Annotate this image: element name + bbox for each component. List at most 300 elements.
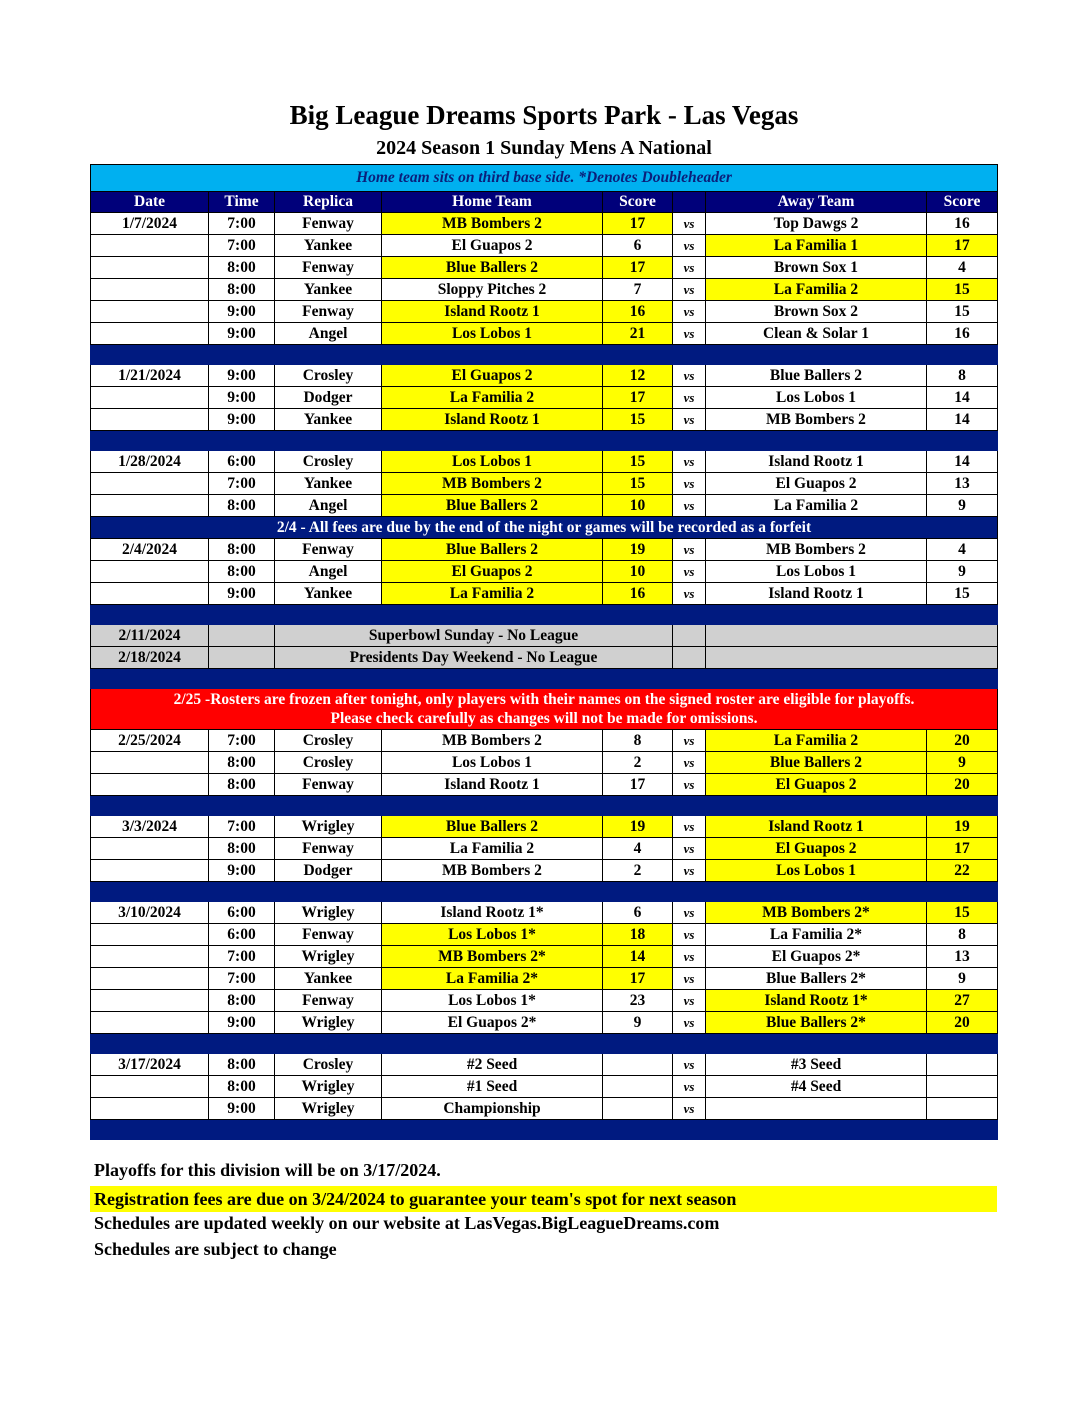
field-name: Yankee [275, 279, 382, 301]
note-row [91, 165, 998, 192]
separator-cell [673, 431, 706, 451]
away-team: #4 Seed [706, 1076, 927, 1098]
home-team: Blue Ballers 2 [382, 539, 603, 561]
separator-cell [927, 605, 998, 625]
game-row [91, 257, 998, 279]
empty-cell [673, 625, 706, 647]
away-team: Blue Ballers 2* [706, 968, 927, 990]
field-name: Yankee [275, 235, 382, 257]
game-row [91, 1054, 998, 1076]
away-score: 13 [927, 473, 998, 495]
game-date: 2/25/2024 [91, 730, 209, 752]
separator-cell [603, 1120, 673, 1140]
home-team: #1 Seed [382, 1076, 603, 1098]
home-score: 17 [603, 968, 673, 990]
away-team: Brown Sox 2 [706, 301, 927, 323]
week-separator [91, 431, 998, 451]
game-date: 3/17/2024 [91, 1054, 209, 1076]
week-separator [91, 1120, 998, 1140]
home-score: 15 [603, 451, 673, 473]
home-team: Island Rootz 1* [382, 902, 603, 924]
vs-label: vs [673, 473, 706, 495]
away-score: 20 [927, 1012, 998, 1034]
vs-label: vs [673, 257, 706, 279]
game-time: 6:00 [209, 451, 275, 473]
separator-cell [275, 1034, 382, 1054]
game-row [91, 1076, 998, 1098]
separator-cell [382, 431, 603, 451]
field-name: Fenway [275, 990, 382, 1012]
home-team: MB Bombers 2* [382, 946, 603, 968]
away-score: 14 [927, 387, 998, 409]
game-row [91, 990, 998, 1012]
field-name: Yankee [275, 968, 382, 990]
away-score [927, 1076, 998, 1098]
vs-label: vs [673, 583, 706, 605]
separator-cell [673, 345, 706, 365]
vs-label: vs [673, 1098, 706, 1120]
game-date [91, 257, 209, 279]
home-score: 17 [603, 257, 673, 279]
home-team: Sloppy Pitches 2 [382, 279, 603, 301]
home-score: 7 [603, 279, 673, 301]
game-time: 8:00 [209, 279, 275, 301]
vs-label: vs [673, 1076, 706, 1098]
away-team: #3 Seed [706, 1054, 927, 1076]
roster-freeze-line-1: 2/25 -Rosters are frozen after tonight, only players with their names on the signed roster are eligible for playoffs. [173, 691, 915, 708]
away-score: 9 [927, 561, 998, 583]
vs-label: vs [673, 774, 706, 796]
separator-cell [673, 1034, 706, 1054]
game-date [91, 968, 209, 990]
separator-cell [382, 1120, 603, 1140]
game-time: 9:00 [209, 860, 275, 882]
game-time: 9:00 [209, 1098, 275, 1120]
away-team: Brown Sox 1 [706, 257, 927, 279]
away-score: 4 [927, 257, 998, 279]
away-team: El Guapos 2* [706, 946, 927, 968]
home-team: El Guapos 2* [382, 1012, 603, 1034]
field-name: Yankee [275, 473, 382, 495]
header-replica: Replica [275, 192, 382, 213]
home-score: 17 [603, 213, 673, 235]
fees-announcement-row [91, 517, 998, 539]
home-team: La Familia 2 [382, 387, 603, 409]
game-date: 3/3/2024 [91, 816, 209, 838]
separator-cell [382, 882, 603, 902]
home-team: La Familia 2* [382, 968, 603, 990]
vs-label: vs [673, 838, 706, 860]
field-name: Fenway [275, 301, 382, 323]
field-name: Fenway [275, 924, 382, 946]
game-time: 6:00 [209, 924, 275, 946]
home-team: Los Lobos 1 [382, 752, 603, 774]
away-score: 15 [927, 279, 998, 301]
header-home-team: Home Team [382, 192, 603, 213]
home-score: 6 [603, 235, 673, 257]
vs-label: vs [673, 730, 706, 752]
home-score [603, 1054, 673, 1076]
game-row [91, 539, 998, 561]
home-score: 12 [603, 365, 673, 387]
game-row [91, 730, 998, 752]
field-name: Wrigley [275, 946, 382, 968]
home-team: La Familia 2 [382, 838, 603, 860]
separator-cell [91, 1034, 209, 1054]
separator-cell [275, 1120, 382, 1140]
away-team: Island Rootz 1 [706, 583, 927, 605]
vs-label: vs [673, 451, 706, 473]
home-score: 17 [603, 387, 673, 409]
separator-cell [706, 431, 927, 451]
separator-cell [603, 431, 673, 451]
separator-cell [209, 431, 275, 451]
vs-label: vs [673, 860, 706, 882]
game-time: 9:00 [209, 583, 275, 605]
away-score [927, 1054, 998, 1076]
field-name: Crosley [275, 1054, 382, 1076]
separator-cell [91, 796, 209, 816]
home-team: Blue Ballers 2 [382, 495, 603, 517]
separator-cell [927, 882, 998, 902]
home-score [603, 1098, 673, 1120]
game-date [91, 301, 209, 323]
no-league-row [91, 625, 998, 647]
header-date: Date [91, 192, 209, 213]
game-date [91, 279, 209, 301]
game-date: 3/10/2024 [91, 902, 209, 924]
home-score: 15 [603, 473, 673, 495]
game-time: 8:00 [209, 561, 275, 583]
away-team: Top Dawgs 2 [706, 213, 927, 235]
away-score: 20 [927, 774, 998, 796]
game-date [91, 1076, 209, 1098]
home-team: Los Lobos 1 [382, 451, 603, 473]
vs-label: vs [673, 561, 706, 583]
away-team: La Familia 1 [706, 235, 927, 257]
home-team: Island Rootz 1 [382, 774, 603, 796]
away-score: 8 [927, 924, 998, 946]
away-team: La Familia 2 [706, 495, 927, 517]
separator-cell [275, 882, 382, 902]
away-team: Los Lobos 1 [706, 860, 927, 882]
home-score: 4 [603, 838, 673, 860]
no-league-message: Superbowl Sunday - No League [275, 625, 673, 647]
home-score: 19 [603, 816, 673, 838]
game-date [91, 924, 209, 946]
separator-cell [91, 882, 209, 902]
separator-cell [706, 1120, 927, 1140]
game-row [91, 583, 998, 605]
home-team: La Familia 2 [382, 583, 603, 605]
separator-cell [382, 669, 603, 689]
field-name: Crosley [275, 451, 382, 473]
no-league-message: Presidents Day Weekend - No League [275, 647, 673, 669]
home-score [603, 1076, 673, 1098]
game-time: 7:00 [209, 968, 275, 990]
vs-label: vs [673, 365, 706, 387]
separator-cell [209, 1034, 275, 1054]
game-row [91, 279, 998, 301]
away-team: Blue Ballers 2* [706, 1012, 927, 1034]
vs-label: vs [673, 409, 706, 431]
game-date [91, 561, 209, 583]
game-time: 9:00 [209, 365, 275, 387]
game-row [91, 323, 998, 345]
game-date [91, 583, 209, 605]
away-team: La Familia 2 [706, 730, 927, 752]
separator-cell [91, 605, 209, 625]
separator-cell [706, 796, 927, 816]
away-team: Island Rootz 1* [706, 990, 927, 1012]
game-date [91, 1012, 209, 1034]
game-row [91, 902, 998, 924]
separator-cell [603, 796, 673, 816]
roster-freeze-line-2: Please check carefully as changes will not be made for omissions. [330, 710, 758, 727]
vs-label: vs [673, 323, 706, 345]
game-date [91, 752, 209, 774]
game-row [91, 495, 998, 517]
away-team: MB Bombers 2 [706, 409, 927, 431]
separator-cell [603, 605, 673, 625]
separator-cell [209, 345, 275, 365]
vs-label: vs [673, 1012, 706, 1034]
game-time: 7:00 [209, 730, 275, 752]
field-name: Yankee [275, 409, 382, 431]
away-score: 15 [927, 583, 998, 605]
empty-cell [706, 625, 998, 647]
vs-label: vs [673, 235, 706, 257]
home-score: 14 [603, 946, 673, 968]
vs-label: vs [673, 279, 706, 301]
game-date: 1/21/2024 [91, 365, 209, 387]
week-separator [91, 796, 998, 816]
away-score: 8 [927, 365, 998, 387]
vs-label: vs [673, 816, 706, 838]
separator-cell [275, 345, 382, 365]
field-name: Wrigley [275, 1076, 382, 1098]
away-score: 9 [927, 968, 998, 990]
away-team: Los Lobos 1 [706, 387, 927, 409]
page-subtitle: 2024 Season 1 Sunday Mens A National [376, 137, 712, 159]
away-score: 17 [927, 838, 998, 860]
game-date: 2/4/2024 [91, 539, 209, 561]
page-title: Big League Dreams Sports Park - Las Vegas [289, 100, 799, 130]
game-row [91, 301, 998, 323]
game-time: 7:00 [209, 213, 275, 235]
doubleheader-note: Home team sits on third base side. *Denotes Doubleheader [91, 165, 998, 192]
game-row [91, 860, 998, 882]
game-row [91, 838, 998, 860]
vs-label: vs [673, 924, 706, 946]
game-time: 7:00 [209, 946, 275, 968]
home-score: 10 [603, 561, 673, 583]
field-name: Fenway [275, 213, 382, 235]
roster-freeze-announcement [91, 689, 998, 730]
home-team: Los Lobos 1* [382, 924, 603, 946]
field-name: Fenway [275, 774, 382, 796]
home-team: El Guapos 2 [382, 561, 603, 583]
away-score: 14 [927, 451, 998, 473]
away-team: Blue Ballers 2 [706, 365, 927, 387]
away-score: 16 [927, 323, 998, 345]
separator-cell [275, 796, 382, 816]
game-time: 8:00 [209, 1054, 275, 1076]
separator-cell [91, 669, 209, 689]
game-date: 2/11/2024 [91, 625, 209, 647]
home-score: 19 [603, 539, 673, 561]
field-name: Crosley [275, 365, 382, 387]
playoffs-note: Playoffs for this division will be on 3/17/2024. [94, 1160, 441, 1180]
game-time: 8:00 [209, 257, 275, 279]
separator-cell [927, 1034, 998, 1054]
home-score: 6 [603, 902, 673, 924]
field-name: Angel [275, 561, 382, 583]
week-separator [91, 1034, 998, 1054]
separator-cell [927, 345, 998, 365]
separator-cell [91, 431, 209, 451]
separator-cell [275, 669, 382, 689]
separator-cell [673, 796, 706, 816]
vs-label: vs [673, 387, 706, 409]
game-date: 1/28/2024 [91, 451, 209, 473]
home-team: Championship [382, 1098, 603, 1120]
empty-cell [209, 647, 275, 669]
field-name: Angel [275, 495, 382, 517]
home-score: 16 [603, 301, 673, 323]
home-score: 9 [603, 1012, 673, 1034]
separator-cell [673, 1120, 706, 1140]
away-team: El Guapos 2 [706, 473, 927, 495]
game-time: 9:00 [209, 387, 275, 409]
home-team: MB Bombers 2 [382, 860, 603, 882]
home-team: Los Lobos 1* [382, 990, 603, 1012]
vs-label: vs [673, 301, 706, 323]
away-team: Island Rootz 1 [706, 451, 927, 473]
empty-cell [706, 647, 998, 669]
separator-cell [673, 605, 706, 625]
vs-label: vs [673, 990, 706, 1012]
away-team: La Familia 2* [706, 924, 927, 946]
away-score: 16 [927, 213, 998, 235]
home-team: El Guapos 2 [382, 235, 603, 257]
away-score: 14 [927, 409, 998, 431]
header-away-score: Score [927, 192, 998, 213]
game-time: 8:00 [209, 752, 275, 774]
separator-cell [927, 431, 998, 451]
game-date [91, 473, 209, 495]
separator-cell [706, 345, 927, 365]
home-score: 15 [603, 409, 673, 431]
away-score: 27 [927, 990, 998, 1012]
field-name: Wrigley [275, 902, 382, 924]
game-row [91, 752, 998, 774]
separator-cell [927, 669, 998, 689]
away-team: MB Bombers 2 [706, 539, 927, 561]
vs-label: vs [673, 1054, 706, 1076]
game-date [91, 409, 209, 431]
header-home-score: Score [603, 192, 673, 213]
game-row [91, 968, 998, 990]
separator-cell [603, 669, 673, 689]
game-row [91, 235, 998, 257]
registration-note: Registration fees are due on 3/24/2024 to guarantee your team's spot for next season [90, 1186, 997, 1212]
separator-cell [603, 345, 673, 365]
game-time: 8:00 [209, 838, 275, 860]
game-time: 9:00 [209, 323, 275, 345]
game-date [91, 1098, 209, 1120]
game-date [91, 990, 209, 1012]
separator-cell [927, 796, 998, 816]
game-time: 8:00 [209, 1076, 275, 1098]
separator-cell [603, 1034, 673, 1054]
game-time: 8:00 [209, 774, 275, 796]
field-name: Crosley [275, 752, 382, 774]
away-team: El Guapos 2 [706, 838, 927, 860]
separator-cell [91, 345, 209, 365]
field-name: Fenway [275, 539, 382, 561]
empty-cell [673, 647, 706, 669]
separator-cell [603, 882, 673, 902]
game-date: 1/7/2024 [91, 213, 209, 235]
game-time: 7:00 [209, 816, 275, 838]
away-team: Island Rootz 1 [706, 816, 927, 838]
separator-cell [275, 431, 382, 451]
game-row [91, 561, 998, 583]
game-row [91, 387, 998, 409]
home-score: 16 [603, 583, 673, 605]
header-away-team: Away Team [706, 192, 927, 213]
game-date [91, 860, 209, 882]
separator-cell [673, 882, 706, 902]
separator-cell [209, 796, 275, 816]
separator-cell [382, 605, 603, 625]
field-name: Fenway [275, 257, 382, 279]
home-team: Los Lobos 1 [382, 323, 603, 345]
away-score: 13 [927, 946, 998, 968]
game-row [91, 451, 998, 473]
separator-cell [275, 605, 382, 625]
game-row [91, 473, 998, 495]
field-name: Wrigley [275, 816, 382, 838]
away-score: 17 [927, 235, 998, 257]
away-team: Blue Ballers 2 [706, 752, 927, 774]
home-team: #2 Seed [382, 1054, 603, 1076]
field-name: Wrigley [275, 1098, 382, 1120]
empty-cell [209, 625, 275, 647]
game-date [91, 774, 209, 796]
home-score: 10 [603, 495, 673, 517]
home-score: 2 [603, 860, 673, 882]
home-score: 23 [603, 990, 673, 1012]
game-time: 8:00 [209, 495, 275, 517]
game-row [91, 946, 998, 968]
separator-cell [382, 796, 603, 816]
game-time: 7:00 [209, 235, 275, 257]
game-date: 2/18/2024 [91, 647, 209, 669]
home-team: El Guapos 2 [382, 365, 603, 387]
fees-announcement: 2/4 - All fees are due by the end of the night or games will be recorded as a forfeit [91, 517, 998, 539]
away-score: 20 [927, 730, 998, 752]
game-row [91, 409, 998, 431]
header-vs [673, 192, 706, 213]
game-row [91, 213, 998, 235]
website-note: Schedules are updated weekly on our website at LasVegas.BigLeagueDreams.com [94, 1213, 720, 1233]
separator-cell [927, 1120, 998, 1140]
game-time: 9:00 [209, 409, 275, 431]
vs-label: vs [673, 213, 706, 235]
game-time: 7:00 [209, 473, 275, 495]
